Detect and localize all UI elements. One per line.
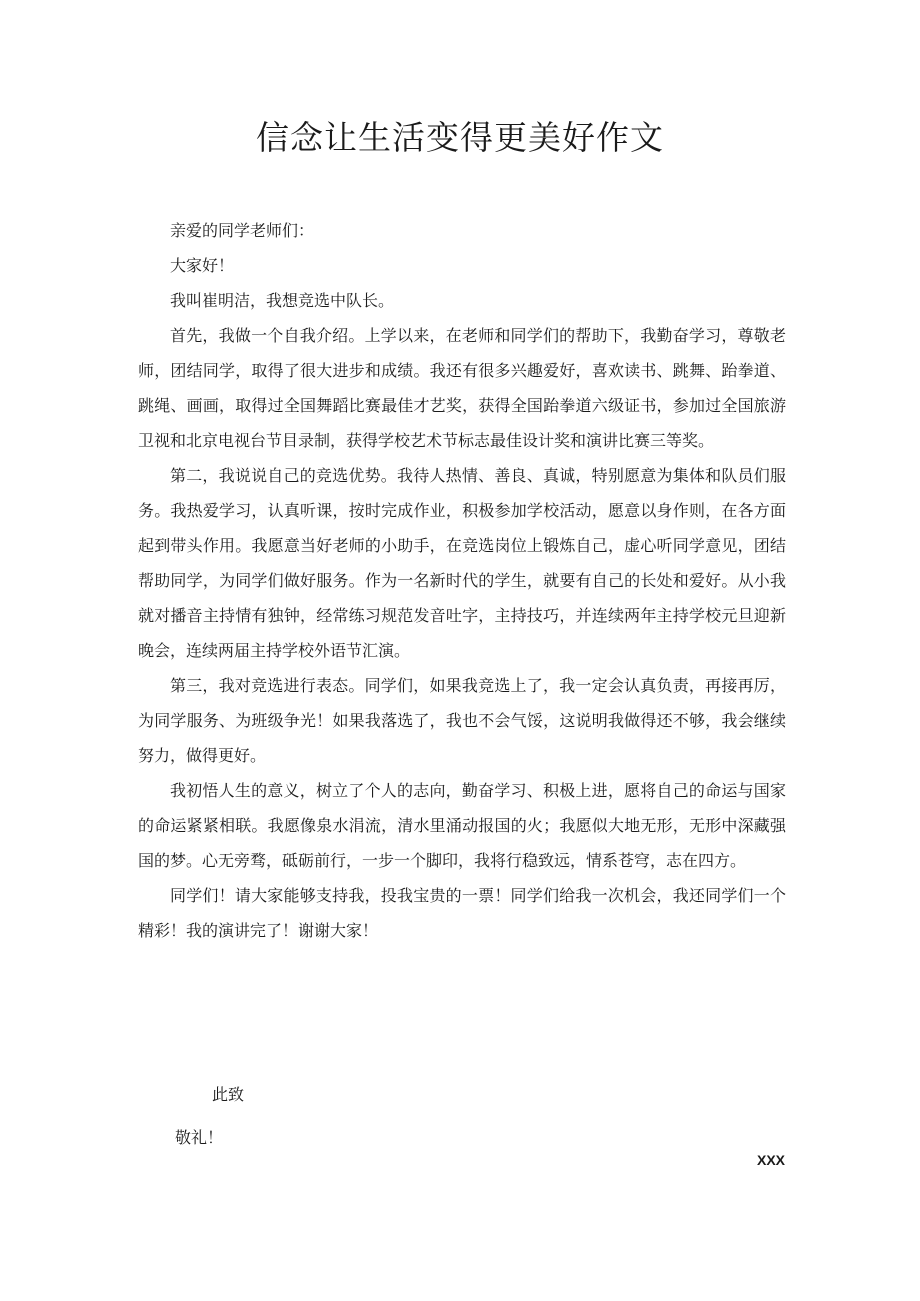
closing-salutation: 此致	[212, 1085, 245, 1104]
paragraph-aspiration: 我初悟人生的意义，树立了个人的志向，勤奋学习、积极上进，愿将自己的命运与国家的命运紧紧相联。我愿像泉水涓流，清水里涌动报国的火；我愿似大地无形，无形中深藏强国的梦。心无旁骛，砥砺前行，一步一个脚印，我将行稳致远，情系苍穹，志在四方。	[138, 781, 786, 870]
paragraph-advantages: 第二，我说说自己的竞选优势。我待人热情、善良、真诚，特别愿意为集体和队员们服务。我热爱学习，认真听课，按时完成作业，积极参加学校活动，愿意以身作则，在各方面起到带头作用。我愿意当好老师的小助手，在竞选岗位上锻炼自己，虚心听同学意见，团结帮助同学，为同学们做好服务。作为一名新时代的学生，就要有自己的长处和爱好。从小我就对播音主持情有独钟，经常练习规范发音吐字，主持技巧，并连续两年主持学校元旦迎新晚会，连续两届主持学校外语节汇演。	[138, 466, 786, 660]
closing-regards: 敬礼！	[175, 1128, 224, 1147]
page-title: 信念让生活变得更美好作文	[256, 118, 664, 157]
paragraph-self-introduction: 首先，我做一个自我介绍。上学以来，在老师和同学们的帮助下，我勤奋学习，尊敬老师，团结同学，取得了很大进步和成绩。我还有很多兴趣爱好，喜欢读书、跳舞、跆拳道、跳绳、画画，取得过全国舞蹈比赛最佳才艺奖，获得全国跆拳道六级证书，参加过全国旅游卫视和北京电视台节目录制，获得学校艺术节标志最佳设计奖和演讲比赛三等奖。	[138, 326, 786, 450]
document-body	[138, 213, 786, 948]
paragraph-commitment: 第三，我对竞选进行表态。同学们，如果我竞选上了，我一定会认真负责，再接再厉，为同学服务、为班级争光！如果我落选了，我也不会气馁，这说明我做得还不够，我会继续努力，做得更好。	[138, 676, 786, 765]
signature: XXX	[757, 1152, 786, 1168]
paragraph-appeal: 同学们！请大家能够支持我，投我宝贵的一票！同学们给我一次机会，我还同学们一个精彩！我的演讲完了！谢谢大家！	[138, 886, 786, 940]
introduction-line: 我叫崔明洁，我想竞选中队长。	[170, 291, 395, 310]
salutation: 亲爱的同学老师们：	[170, 221, 315, 240]
greeting: 大家好！	[170, 256, 235, 275]
